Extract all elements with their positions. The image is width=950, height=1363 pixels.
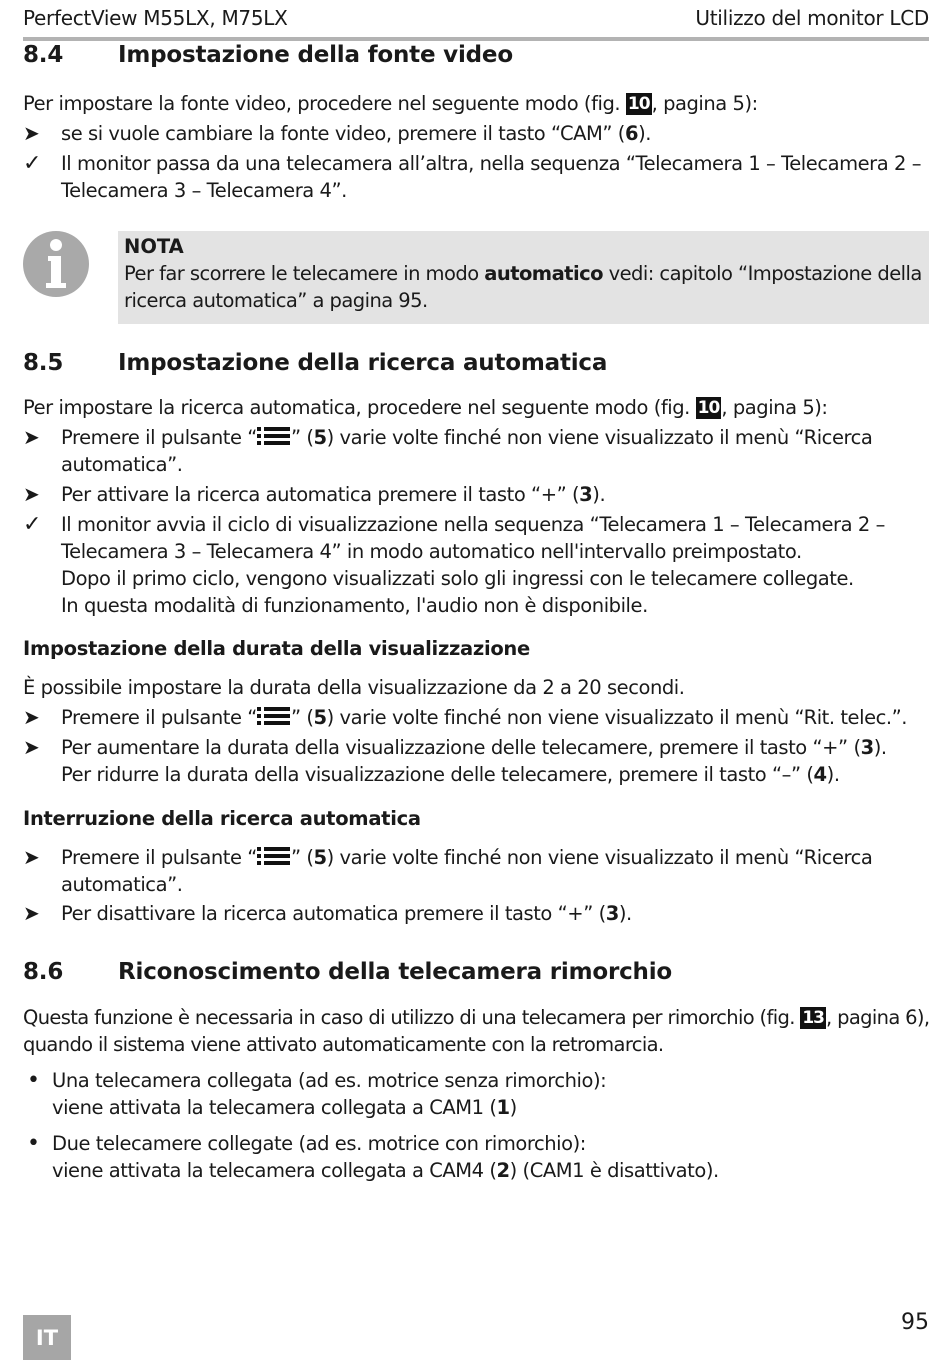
check-icon: ✓ [23, 151, 41, 176]
note-title: NOTA [124, 235, 184, 258]
arrow-icon: ➤ [23, 482, 40, 506]
s85-step-1: ➤ Premere il pulsante “ ” (5) varie volte finché non viene visualizzato il menù “Ricerca automatica”. [23, 425, 873, 476]
s86-bullet-2: • Due telecamere collegate (ad es. motrice con rimorchio): viene attivata la telecamera collegata a CAM4 (2) (CAM1 è disattivato). [23, 1130, 719, 1184]
arrow-icon: ➤ [23, 901, 40, 925]
arrow-icon: ➤ [23, 705, 40, 729]
figure-ref: 10 [627, 94, 650, 114]
note-text: Per far scorrere le telecamere in modo automatico vedi: capitolo “Impostazione della ricerca automatica” a pagina 95. [124, 262, 922, 312]
menu-list-icon [257, 846, 291, 866]
arrow-icon: ➤ [23, 121, 40, 145]
header-rule [23, 37, 929, 41]
durata-step-2: ➤ Per aumentare la durata della visualizzazione delle telecamere, premere il tasto “+” (3). Per ridurre la durata della visualizzazione delle telecamere, premere il tasto “–” (4). [23, 735, 887, 786]
subheading-durata: Impostazione della durata della visualizzazione [23, 637, 530, 660]
menu-list-icon [257, 426, 291, 446]
bullet-icon: • [27, 1068, 40, 1093]
menu-list-icon [257, 706, 291, 726]
language-badge: IT [23, 1315, 71, 1360]
interr-step-1: ➤ Premere il pulsante “ ” (5) varie volte finché non viene visualizzato il menù “Ricerca automatica”. [23, 845, 873, 896]
arrow-icon: ➤ [23, 845, 40, 869]
header-product: PerfectView M55LX, M75LX [23, 6, 288, 30]
arrow-icon: ➤ [23, 425, 40, 449]
s85-result: ✓ Il monitor avvia il ciclo di visualizzazione nella sequenza “Telecamera 1 – Telecamera 2 – Telecamera 3 – Telecamera 4” in modo automatico nell'intervallo preimpostato. Dopo il primo ciclo, vengono visualizzati solo gli ingressi con le telecamere collegate. In questa modalità di funzionamento, l'audio non è disponibile. [23, 512, 885, 617]
s86-bullet-1: • Una telecamera collegata (ad es. motrice senza rimorchio): viene attivata la telecamera collegata a CAM1 (1) [23, 1067, 606, 1121]
subheading-interruzione: Interruzione della ricerca automatica [23, 807, 421, 830]
interr-step-2: ➤ Per disattivare la ricerca automatica premere il tasto “+” (3). [23, 901, 632, 925]
durata-step-1: ➤ Premere il pulsante “ ” (5) varie volte finché non viene visualizzato il menù “Rit. telec.”. [23, 705, 908, 729]
info-icon [22, 230, 90, 298]
figure-ref: 13 [802, 1008, 824, 1028]
s85-step-2: ➤ Per attivare la ricerca automatica premere il tasto “+” (3). [23, 482, 606, 506]
s85-intro: Per impostare la ricerca automatica, procedere nel seguente modo (fig. 10 , pagina 5): [23, 396, 828, 419]
s84-step-1: ➤ se si vuole cambiare la fonte video, premere il tasto “CAM” (6). [23, 121, 651, 145]
section-heading-8-6: 8.6 Riconoscimento della telecamera rimorchio [23, 959, 673, 985]
section-heading-8-5: 8.5 Impostazione della ricerca automatica [23, 350, 608, 376]
s86-intro: Questa funzione è necessaria in caso di utilizzo di una telecamera per rimorchio (fig. 13 , pagina 6), quando il sistema viene attivato automaticamente con la retromarcia. [23, 1006, 930, 1056]
s84-result: ✓ Il monitor passa da una telecamera all’altra, nella sequenza “Telecamera 1 – Telecamera 2 – Telecamera 3 – Telecamera 4”. [23, 151, 922, 202]
page-number: 95 [901, 1310, 929, 1335]
header-chapter: Utilizzo del monitor LCD [695, 6, 929, 30]
s84-intro: Per impostare la fonte video, procedere nel seguente modo (fig. 10 , pagina 5): [23, 92, 758, 115]
arrow-icon: ➤ [23, 735, 40, 759]
check-icon: ✓ [23, 512, 41, 537]
durata-intro: È possibile impostare la durata della visualizzazione da 2 a 20 secondi. [23, 676, 685, 699]
figure-ref: 10 [697, 398, 720, 418]
note-box [118, 231, 929, 324]
bullet-icon: • [27, 1131, 40, 1156]
page-header [23, 6, 929, 30]
section-heading-8-4: 8.4 Impostazione della fonte video [23, 42, 513, 68]
